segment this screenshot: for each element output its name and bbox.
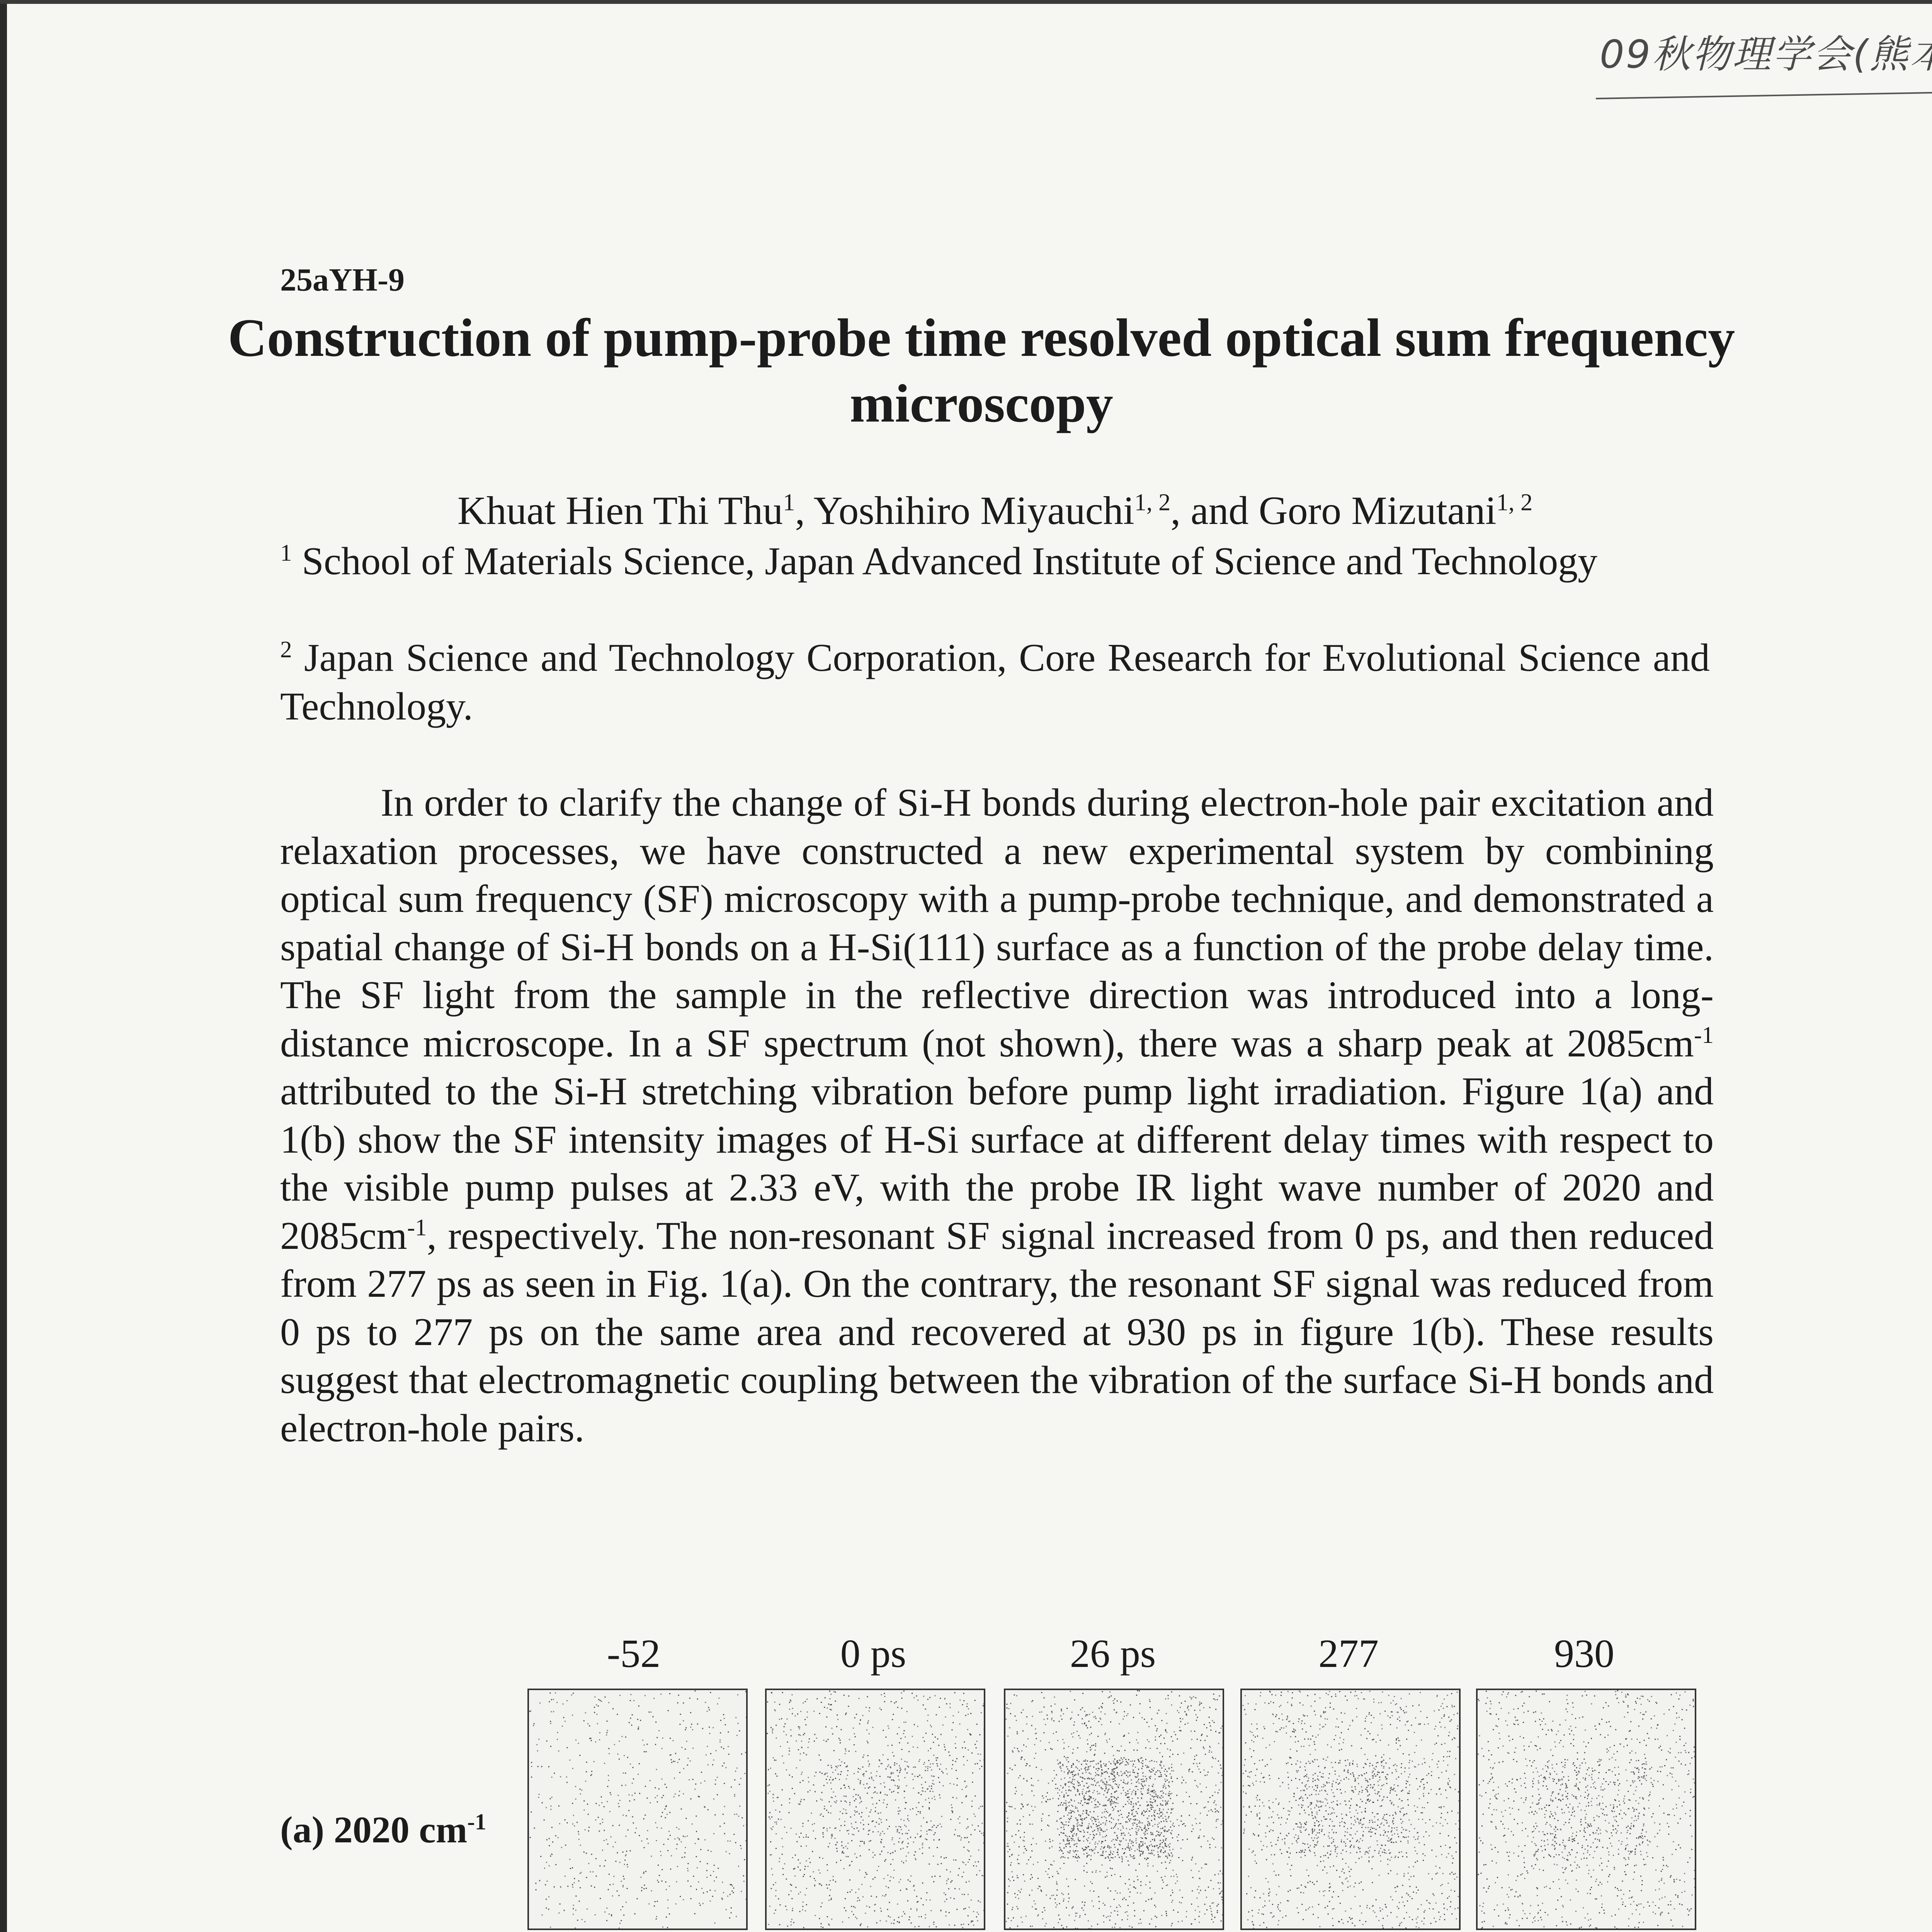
- abstract-body: [280, 779, 1714, 1452]
- author-affil-sup: 1: [783, 489, 795, 515]
- handwritten-underline: [1596, 92, 1932, 99]
- sf-image-a-3-dots: [1005, 1690, 1223, 1929]
- sf-image-a-1: [527, 1689, 748, 1930]
- delay-label: 26 ps: [1003, 1631, 1223, 1677]
- author-name: Yoshihiro Miyauchi: [814, 488, 1134, 533]
- author-name: Goro Mizutani: [1259, 488, 1496, 533]
- affiliation-sup: 2: [280, 636, 292, 663]
- author-list: [280, 488, 1710, 534]
- abstract-code: 25aYH-9: [280, 261, 405, 299]
- row-label-a: [280, 1808, 486, 1852]
- author-name: Khuat Hien Thi Thu: [457, 488, 783, 533]
- row-label-text: (a) 2020 cm: [280, 1809, 467, 1851]
- sf-image-a-1-dots: [529, 1690, 746, 1929]
- affiliation-text: Japan Science and Technology Corporation, Core Research for Evolutional Science and Technology.: [280, 636, 1710, 728]
- sf-image-a-3: [1004, 1689, 1224, 1930]
- unit-sup: -1: [467, 1809, 486, 1834]
- scan-left-edge: [0, 0, 7, 1932]
- author-affil-sup: 1, 2: [1134, 489, 1171, 515]
- affiliation-sup: 1: [280, 540, 292, 566]
- sf-image-a-4: [1240, 1689, 1461, 1930]
- handwritten-note-text: 09秋物理学会(熊本): [1600, 23, 1932, 79]
- sf-image-a-5: [1476, 1689, 1696, 1930]
- unit-sup: -1: [1694, 1022, 1714, 1048]
- abstract-text: In order to clarify the change of Si-H bonds during electron-hole pair excitation and relaxation processes, we have constructed a new experimental system by combining optical sum frequency (SF) microscopy with a pump-probe technique, and demonstrated a spatial change of Si-H bonds on a H-Si(111) surface as a function of the probe delay time. The SF light from the sample in the reflective direction was introduced into a long-distance microscope. In a SF spectrum (not shown), there was a sharp peak at 2085cm: [280, 781, 1714, 1065]
- affiliation-text: School of Materials Science, Japan Advanced Institute of Science and Technology: [302, 539, 1597, 583]
- delay-label: 0 ps: [763, 1631, 983, 1677]
- abstract-text: , respectively. The non-resonant SF signal increased from 0 ps, and then reduced from 277 ps as seen in Fig. 1(a). On the contrary, the resonant SF signal was reduced from 0 ps to 277 ps on the same area and recovered at 930 ps in figure 1(b). These results suggest that electromagnetic coupling between the vibration of the surface Si-H bonds and electron-hole pairs.: [280, 1214, 1714, 1450]
- sf-image-a-4-dots: [1242, 1690, 1459, 1929]
- affiliation-1: [280, 537, 1710, 586]
- sf-image-a-2-dots: [767, 1690, 984, 1929]
- author-affil-sup: 1, 2: [1497, 489, 1533, 515]
- affiliation-2: [280, 634, 1710, 731]
- paper-title: Construction of pump-probe time resolved optical sum frequency microscopy: [216, 305, 1747, 437]
- unit-sup: -1: [407, 1214, 427, 1241]
- abstract-text: attributed to the Si-H stretching vibration before pump light irradiation. Figure 1(a) and 1(b) show the SF intensity images of H-Si surface at different delay times with respect to the visible pump pulses at 2.33 eV, with the probe IR light wave number of 2020 and 2085cm: [280, 1070, 1714, 1258]
- delay-label: -52: [524, 1631, 744, 1677]
- handwritten-note: [1600, 23, 1932, 89]
- sf-image-a-2: [765, 1689, 985, 1930]
- author-separator: ,: [795, 488, 813, 533]
- delay-label: 277: [1238, 1631, 1459, 1677]
- author-separator: , and: [1170, 488, 1259, 533]
- scan-top-edge: [0, 0, 1932, 4]
- delay-label: 930: [1474, 1631, 1694, 1677]
- sf-image-a-5-dots: [1478, 1690, 1695, 1929]
